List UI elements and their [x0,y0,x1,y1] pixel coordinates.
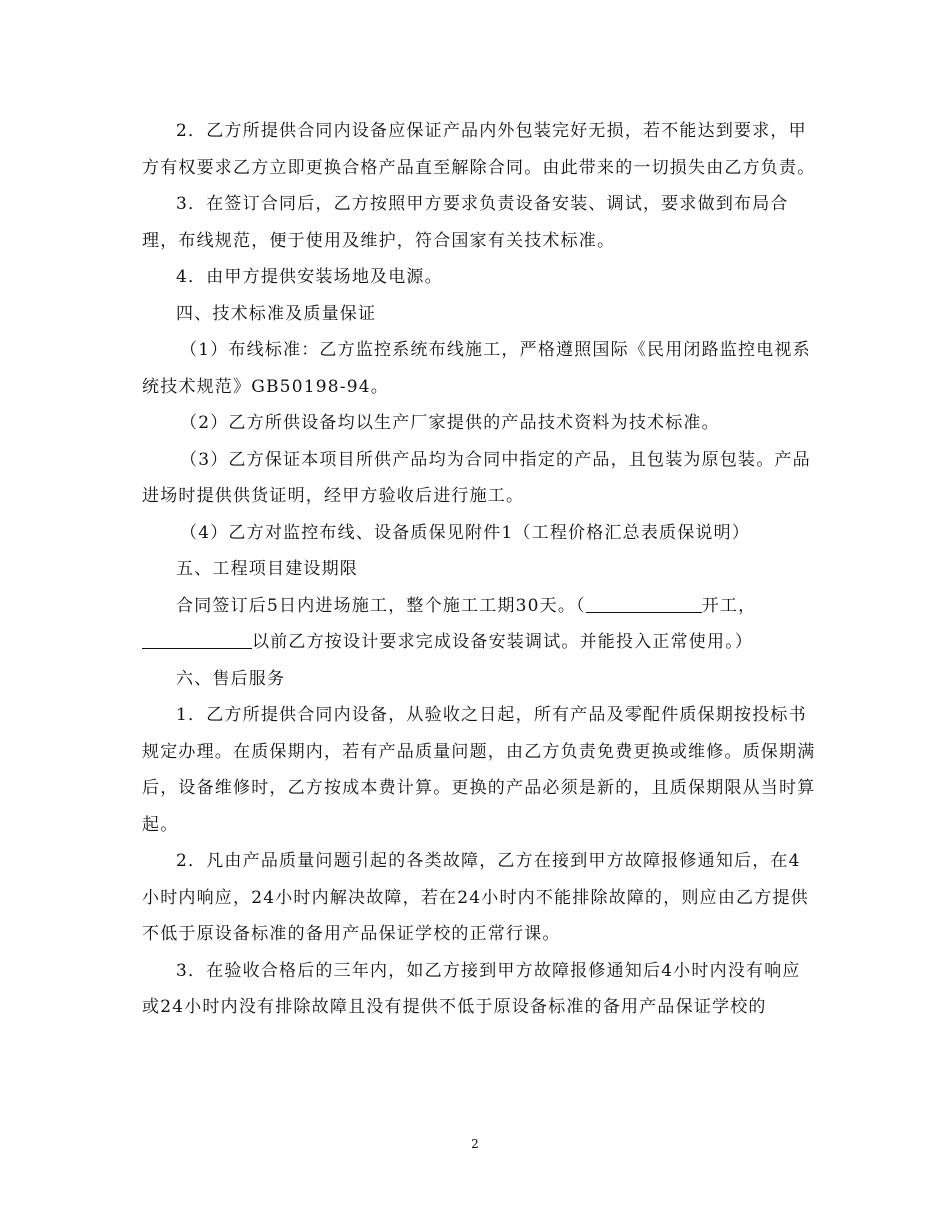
schedule-text-start: 合同签订后5日内进场施工，整个施工工期30天。（ [176,595,586,616]
paragraph-clause-4-site-power: 4．由甲方提供安装场地及电源。 [176,267,443,287]
schedule-text-completion: 以前乙方按设计要求完成设备安装调试。并能投入正常使用。） [252,632,754,652]
start-date-blank[interactable] [586,594,702,613]
paragraph-clause-3-installation: 3．在签订合同后，乙方按照甲方要求负责设备安装、调试，要求做到布局合理，布线规范，便于使用及维护，符合国家有关技术标准。 [142,194,789,251]
paragraph-item-1-cabling-standard: （1）布线标准：乙方监控系统布线施工，严格遵照国际《民用闭路监控电视系统技术规范》GB50198-94。 [142,340,811,397]
paragraph-after-sales-3-penalty: 3．在验收合格后的三年内，如乙方接到甲方故障报修通知后4小时内没有响应或24小时内没有排除故障且没有提供不低于原设备标准的备用产品保证学校的 [142,960,801,1017]
page-number: 2 [471,1137,479,1151]
schedule-text-start-work: 开工， [701,595,757,616]
paragraph-after-sales-2-response: 2．凡由产品质量问题引起的各类故障，乙方在接到甲方故障报修通知后，在4小时内响应，24小时内解决故障，若在24小时内不能排除故障的，则应由乙方提供不低于原设备标准的备用产品保证学校的正常行课。 [142,851,809,944]
paragraph-clause-2-packaging: 2．乙方所提供合同内设备应保证产品内外包装完好无损，若不能达到要求，甲方有权要求乙方立即更换合格产品直至解除合同。由此带来的一切损失由乙方负责。 [142,121,816,178]
paragraph-item-4-warranty-attachment: （4）乙方对监控布线、设备质保见附件1（工程价格汇总表质保说明） [180,522,751,543]
section-heading-construction-period: 五、工程项目建设期限 [176,559,358,579]
paragraph-after-sales-1-warranty: 1．乙方所提供合同内设备，从验收之日起，所有产品及零配件质保期按投标书规定办理。在质保期内，若有产品质量问题，由乙方负责免费更换或维修。质保期满后，设备维修时，乙方按成本费计算。更换的产品必须是新的，且质保期限从当时算起。 [142,705,816,835]
section-heading-technical-standards: 四、技术标准及质量保证 [176,303,377,324]
document-body [142,113,817,1026]
paragraph-item-2-equipment-standard: （2）乙方所供设备均以生产厂家提供的产品技术资料为技术标准。 [180,413,720,433]
paragraph-construction-schedule [142,588,817,661]
completion-date-blank[interactable] [142,630,252,649]
section-heading-after-sales: 六、售后服务 [176,668,286,689]
paragraph-item-3-product-guarantee: （3）乙方保证本项目所供产品均为合同中指定的产品，且包装为原包装。产品进场时提供供货证明，经甲方验收后进行施工。 [142,449,811,506]
